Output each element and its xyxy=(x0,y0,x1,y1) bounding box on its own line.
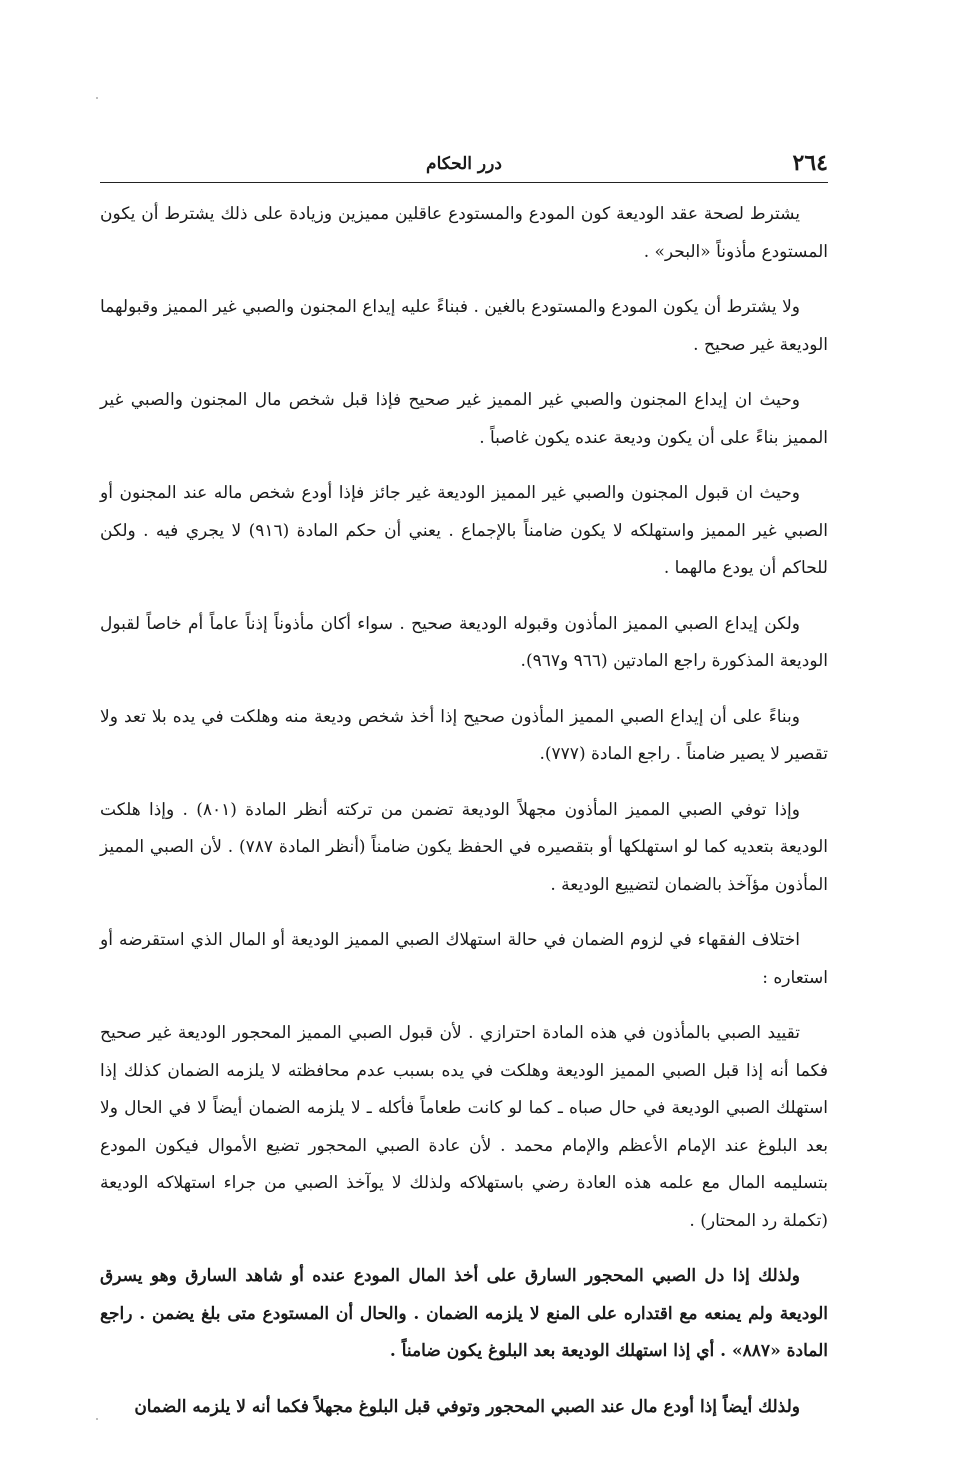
header-divider xyxy=(100,182,828,183)
paragraph: ولا يشترط أن يكون المودع والمستودع بالغين . فبناءً عليه إيداع المجنون والصبي غير المميز وقبولهما الوديعة غير صحيح . xyxy=(100,297,828,355)
paragraph: ولكن إيداع الصبي المميز المأذون وقبوله الوديعة صحيح . سواء أكان مأذوناً إذناً عاماً أم خاصاً لقبول الوديعة المذكورة راجع المادتين (٩٦٦ و٩٦٧). xyxy=(100,613,828,671)
paragraph: يشترط لصحة عقد الوديعة كون المودع والمستودع عاقلين مميزين وزيادة على ذلك يشترط أن يكون المستودع مأذوناً «البحر» . xyxy=(100,204,828,262)
section-heading: اختلاف الفقهاء في لزوم الضمان في حالة استهلاك الصبي المميز الوديعة أو المال الذي استقرضه أو استعاره : xyxy=(100,930,828,988)
scan-speck xyxy=(96,1418,98,1420)
paragraph: تقييد الصبي بالمأذون في هذه المادة احترازي . لأن قبول الصبي المميز المحجور الوديعة غير صحيح فكما أنه إذا قبل الصبي المميز الوديعة وهلكت في يده بسبب عدم محافظته لا يلزمه الضمان كذلك إذا استهلك الصبي الوديعة في حال صباه ـ كما لو كانت طعاماً فأكله ـ لا يلزمه الضمان أيضاً لا في الحال ولا بعد البلوغ عند الإمام الأعظم والإمام محمد . لأن عادة الصبي المحجور تضيع الأموال فيكون المودع بتسليمه المال مع علمه هذه العادة رضي باستهلاكه ولذلك لا يوآخذ الصبي من جراء استهلاكه الوديعة (تكملة رد المحتار) . xyxy=(100,1023,828,1231)
scan-speck xyxy=(96,97,98,99)
paragraph: وحيث ان إيداع المجنون والصبي غير المميز غير صحيح فإذا قبل شخص مال المجنون والصبي غير المميز بناءً على أن يكون وديعة عنده يكون غاصباً . xyxy=(100,390,828,448)
paragraph: ولذلك أيضاً إذا أودع مال عند الصبي المحجور وتوفي قبل البلوغ مجهلاً فكما أنه لا يلزمه الضمان xyxy=(134,1396,800,1417)
paragraph: ولذلك إذا دل الصبي المحجور السارق على أخذ المال المودع عنده أو شاهد السارق وهو يسرق الوديعة ولم يمنعه مع اقتداره على المنع لا يلزمه الضمان . والحال أن المستودع متى بلغ يضمن . راجع المادة «٨٨٧» . أي إذا استهلك الوديعة بعد البلوغ يكون ضامناً . xyxy=(100,1266,828,1361)
paragraph: وبناءً على أن إيداع الصبي المميز المأذون صحيح إذا أخذ شخص وديعة منه وهلكت في يده بلا تعد ولا تقصير لا يصير ضامناً . راجع المادة (٧٧٧). xyxy=(100,706,828,764)
paragraph: وحيث ان قبول المجنون والصبي غير المميز الوديعة غير جائز فإذا أودع شخص ماله عند المجنون أو الصبي غير المميز واستهلكه لا يكون ضامناً بالإجماع . يعني أن حكم المادة (٩١٦) لا يجري فيه . ولكن للحاكم أن يودع مالهما . xyxy=(100,483,829,578)
page-header xyxy=(100,148,828,182)
page-number: ٢٦٤ xyxy=(792,150,828,176)
paragraph: وإذا توفي الصبي المميز المأذون مجهلاً الوديعة تضمن من تركته أنظر المادة (٨٠١) . وإذا هلكت الوديعة بتعديه كما لو استهلكها أو بتقصيره في الحفظ يكون ضامناً (أنظر المادة ٧٨٧) . لأن الصبي المميز المأذون مؤآخذ بالضمان لتضييع الوديعة . xyxy=(100,799,828,895)
body-text xyxy=(100,196,828,1444)
running-title: درر الحكام xyxy=(426,154,502,174)
